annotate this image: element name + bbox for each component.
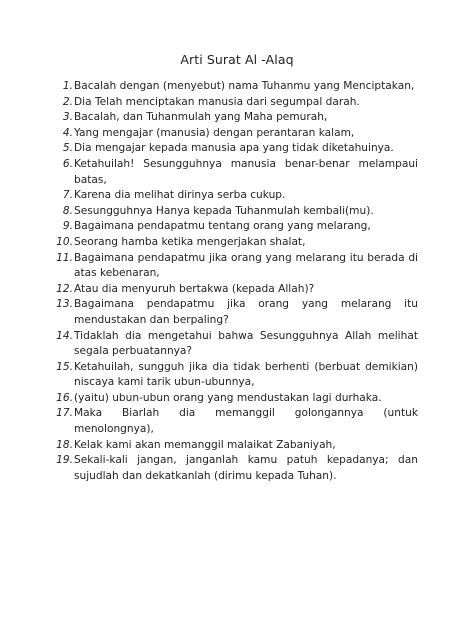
verse-text: Ketahuilah, sungguh jika dia tidak berhenti (berbuat demikian) niscaya kami tarik ubun-ubunnya, xyxy=(74,360,418,389)
verse-number: 6 . xyxy=(56,157,74,173)
verse-text: Ketahuilah! Sesungguhnya manusia benar-benar melampaui batas, xyxy=(74,157,418,186)
verse-text: Kelak kami akan memanggil malaikat Zabaniyah, xyxy=(74,438,336,451)
verse-item xyxy=(56,297,418,328)
verse-text: Karena dia melihat dirinya serba cukup. xyxy=(74,189,286,202)
verse-number: 14 . xyxy=(56,329,74,345)
verse-item xyxy=(56,219,418,235)
verse-text: Yang mengajar (manusia) dengan perantaran kalam, xyxy=(74,126,355,139)
verse-item xyxy=(56,251,418,282)
verse-item xyxy=(56,391,418,407)
verse-number: 18 . xyxy=(56,438,74,454)
verse-number: 9 . xyxy=(56,219,74,235)
verse-number: 3 . xyxy=(56,110,74,126)
verse-item xyxy=(56,406,418,437)
verse-text: Bagaimana pendapatmu jika orang yang melarang itu mendustakan dan berpaling? xyxy=(74,298,418,326)
verse-item xyxy=(56,141,418,157)
verse-number: 12 . xyxy=(56,282,74,298)
verse-number: 15 . xyxy=(56,360,74,376)
verse-number: 11 . xyxy=(56,251,74,267)
verse-item xyxy=(56,235,418,251)
verse-item xyxy=(56,79,418,95)
verse-text: Dia Telah menciptakan manusia dari segumpal darah. xyxy=(74,95,360,108)
verse-number: 5 . xyxy=(56,141,74,157)
verse-text: Maka Biarlah dia memanggil golongannya (untuk menolongnya), xyxy=(74,407,418,436)
verse-text: Sekali-kali jangan, janganlah kamu patuh kepadanya; dan sujudlah dan dekatkanlah (dirimu kepada Tuhan). xyxy=(74,454,418,482)
verse-text: Sesungguhnya Hanya kepada Tuhanmulah kembali(mu). xyxy=(74,204,374,217)
verse-item xyxy=(56,282,418,298)
verse-text: Bacalah, dan Tuhanmulah yang Maha pemurah, xyxy=(74,111,328,124)
verse-number: 2 . xyxy=(56,95,74,111)
verse-number: 19 . xyxy=(56,453,74,469)
verse-number: 13 . xyxy=(56,297,74,313)
verse-item xyxy=(56,95,418,111)
document-title: Arti Surat Al -Alaq xyxy=(180,52,294,67)
verse-number: 7 . xyxy=(56,188,74,204)
verse-item xyxy=(56,438,418,454)
verse-number: 16 . xyxy=(56,391,74,407)
verse-item xyxy=(56,157,418,188)
verse-text: Bacalah dengan (menyebut) nama Tuhanmu yang Menciptakan, xyxy=(74,80,415,92)
verse-text: Seorang hamba ketika mengerjakan shalat, xyxy=(74,235,306,248)
verse-text: Bagaimana pendapatmu tentang orang yang melarang, xyxy=(74,220,371,233)
verse-number: 8 . xyxy=(56,204,74,220)
verse-text: Dia mengajar kepada manusia apa yang tidak diketahuinya. xyxy=(74,142,394,155)
verse-item xyxy=(56,188,418,204)
verse-text: Tidaklah dia mengetahui bahwa Sesungguhnya Allah melihat segala perbuatannya? xyxy=(74,329,418,358)
verse-item xyxy=(56,126,418,142)
verse-text: Atau dia menyuruh bertakwa (kepada Allah)? xyxy=(74,282,315,295)
verse-item xyxy=(56,329,418,360)
verse-number: 10 . xyxy=(56,235,74,251)
verse-number: 1 . xyxy=(56,79,74,95)
verse-item xyxy=(56,204,418,220)
verse-item xyxy=(56,110,418,126)
verse-text: Bagaimana pendapatmu jika orang yang melarang itu berada di atas kebenaran, xyxy=(74,251,418,280)
verse-item xyxy=(56,453,418,484)
verse-text: (yaitu) ubun-ubun orang yang mendustakan lagi durhaka. xyxy=(74,391,382,404)
verse-item xyxy=(56,360,418,391)
verse-number: 17 . xyxy=(56,406,74,422)
verse-list xyxy=(56,79,418,484)
verse-number: 4 . xyxy=(56,126,74,142)
